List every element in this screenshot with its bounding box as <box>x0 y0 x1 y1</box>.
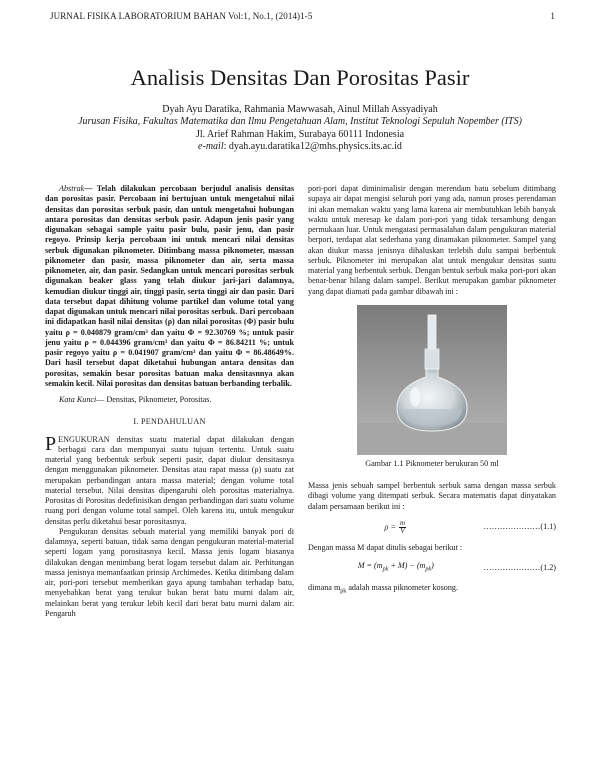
abstract-text: — Telah dilakukan percobaan berjudul analisis densitas dan porositas pasir. Percobaan ini bertujuan untuk mengetahui nilai densitas dan porositas serbuk pasir, dan untuk mengetahui hubungan antara porositas dan densitas serbuk pasir. Adapun jenis pasir yang digunakan sebagai sample yaitu pasir bulu, pasir jenu, dan pasir regoyo. Prinsip kerja percobaan ini untuk mencari nilai densitas serbuk digunakan piknometer. Ditimbang massa piknometer, massan piknometer dan pasir, massa piknometer dan air, serta massa piknometer, air, dan pasir. Sedangkan untuk mencari porositas serbuk digunakan beaker glass yang telah diukur jari-jari dalamnya, kemudian diukur tinggi air, tinggi pasir, serta tinggi air dan pasir. Dari data tersebut dapat dihitung volume partikel dan volume total yang dapat digunakan untuk mencari nilai porositas serbuk. Dari percobaan ini didapatkan hasil nilai densitas (ρ) dan nilai porositas (Φ) pasir bulu yaitu ρ = 0.040879 gram/cm³ dan yaitu Φ = 92.30769 %; untuk pasir jenu yaitu ρ = 0.044396 gram/cm³ dan yaitu Φ = 86.84211 %; untuk pasir regoyo yaitu ρ = 0.041907 gram/cm³ dan yaitu Φ = 86.48649%. Dari hasil tersebut dapat diketahui hubungan antara densitas dan porositas, semakin besar porositas batuan maka densitasnnya akan semakin kecil. Nilai porositas dan densitas batuan berbanding terbalik. <box>45 184 294 388</box>
paper-title: Analisis Densitas Dan Porositas Pasir <box>130 65 470 90</box>
journal-name: JURNAL FISIKA LABORATORIUM BAHAN Vol:1, No.1, (2014)1-5 <box>50 11 313 21</box>
equation-1 <box>308 520 556 535</box>
running-head <box>50 11 555 21</box>
right-paragraph-1: pori-pori dapat diminimalisir dengan merendam batu sebelum ditimbang supaya air dapat mengisi seluruh pori yang ada, namun proses perendaman ini akan memakan waktu yang lama karena air membutuhkan lebih banyak waktu untuk meresap ke dalam pori-pori yang tidak tersambung dengan permukaan luar. Untuk mengatasi permasalahan dalam pengukuran material berpori, terdapat alat sederhana yang dinamakan piknometer. Sampel yang akan diukur massa jenisnya dihaluskan terlebih dulu sampai berbentuk serbuk. Piknometer ini merupakan alat untuk mengukur densitas suatu material yang berbentuk serbuk. Dengan bentuk serbuk maka pori-pori akan benar-benar hilang dalam sampel. Berikut merupakan gambar piknometer yang dapat diamati pada gambar dibawah ini : <box>308 184 556 296</box>
email-address: : dyah.ayu.daratika12@mhs.physics.its.ac.id <box>223 140 402 152</box>
equation-2-expression: $M = (m_{pk} + M) - (m_{pk})$ <box>357 561 434 573</box>
left-column <box>45 184 294 619</box>
keywords <box>45 395 294 405</box>
after-equation-text <box>308 583 556 597</box>
author-names: Dyah Ayu Daratika, Rahmania Mawwasah, Ainul Millah Assyadiyah <box>162 104 438 115</box>
intro-paragraph-2: Pengukuran densitas sebuah material yang memiliki banyak pori di dalamnya, seperti batuan, tidak sama dengan pengukuran material-material seperti logam yang porositasnya kecil. Massa jenis logam biasanya dilakukan dengan menimbang berat logam tersebut dalam air. Perhitungan massa jenisnya memanfaatkan prinsip Archimedes. Ketika ditimbang dalam air, pori-pori tersebut memberikan gaya apung tambahan terhadap batu, menyebabkan berat yang terukur bukan berat batu murni dalam air, melainkan berat yang terukur lebih kecil dari berat batu murni dalam air. Pengaruh <box>45 526 294 618</box>
equation-2 <box>308 561 556 575</box>
page-number: 1 <box>550 11 555 21</box>
abstract-lead: Abstrak <box>59 184 85 193</box>
keywords-lead: Kata Kunci <box>59 395 97 404</box>
author-email <box>60 141 540 153</box>
equation-1-number: …………………(1.1) <box>483 522 556 532</box>
keywords-text: — Densitas, Piknometer, Porositas. <box>96 395 212 404</box>
right-column <box>308 184 556 597</box>
abstract <box>45 184 294 389</box>
after-equation-rest: adalah massa piknometer kosong. <box>346 582 458 592</box>
equation-1-numerator: m <box>399 518 406 527</box>
author-block <box>60 104 540 153</box>
equation-1-expression <box>308 520 484 535</box>
intro-paragraph-1: PENGUKURAN densitas suatu material dapat dilakukan dengan berbagai cara dan mempunyai suatu tujuan tertentu. Untuk suatu material yang berbentuk serbuk seperti pasir, dapat diukur densitasnya dengan menggunakan piknometer. Densitas atau rapat massa (ρ) suatu zat merupakan perbandingan antara massa material; dengan volume total material tersebut. Nilai densitas dipengaruhi oleh porositas materialnya. Porositas di Porositas dedefinisikan dengan perbandingan dari suatu volume ruang pori dengan volume total sampel. Oleh karena itu, untuk mengukur densitas perlu diketahui besar porositasnya. <box>45 432 294 526</box>
between-equations-text: Dengan massa M dapat ditulis sebagai berikut : <box>308 542 463 552</box>
equation-1-lhs: ρ = <box>384 522 398 532</box>
equation-1-fraction <box>399 520 406 535</box>
after-equation-subscript: pk <box>340 588 347 595</box>
pycnometer-figure <box>357 305 507 455</box>
section-heading-intro: I. PENDAHULUAN <box>133 417 206 427</box>
pycnometer-image <box>357 305 507 455</box>
after-equation-lead: dimana m <box>308 582 341 592</box>
figure-caption: Gambar 1.1 Piknometer berukuran 50 ml <box>365 458 499 468</box>
author-affiliation: Jurusan Fisika, Fakultas Matematika dan Ilmu Pengetahuan Alam, Institut Teknologi Sepuluh Nopember (ITS) <box>78 116 522 128</box>
email-label: e-mail <box>198 140 224 152</box>
equation-1-denominator: V <box>400 526 405 535</box>
post-figure-paragraph: Massa jenis sebuah sampel berbentuk serbuk sama dengan massa serbuk dibagi volume yang ditempati serbuk. Secara matematis dapat dinyatakan dalam persamaan berikut ini : <box>308 481 556 511</box>
author-address: Jl. Arief Rahman Hakim, Surabaya 60111 Indonesia <box>195 128 405 140</box>
equation-2-number: …………………(1.2) <box>483 562 556 572</box>
